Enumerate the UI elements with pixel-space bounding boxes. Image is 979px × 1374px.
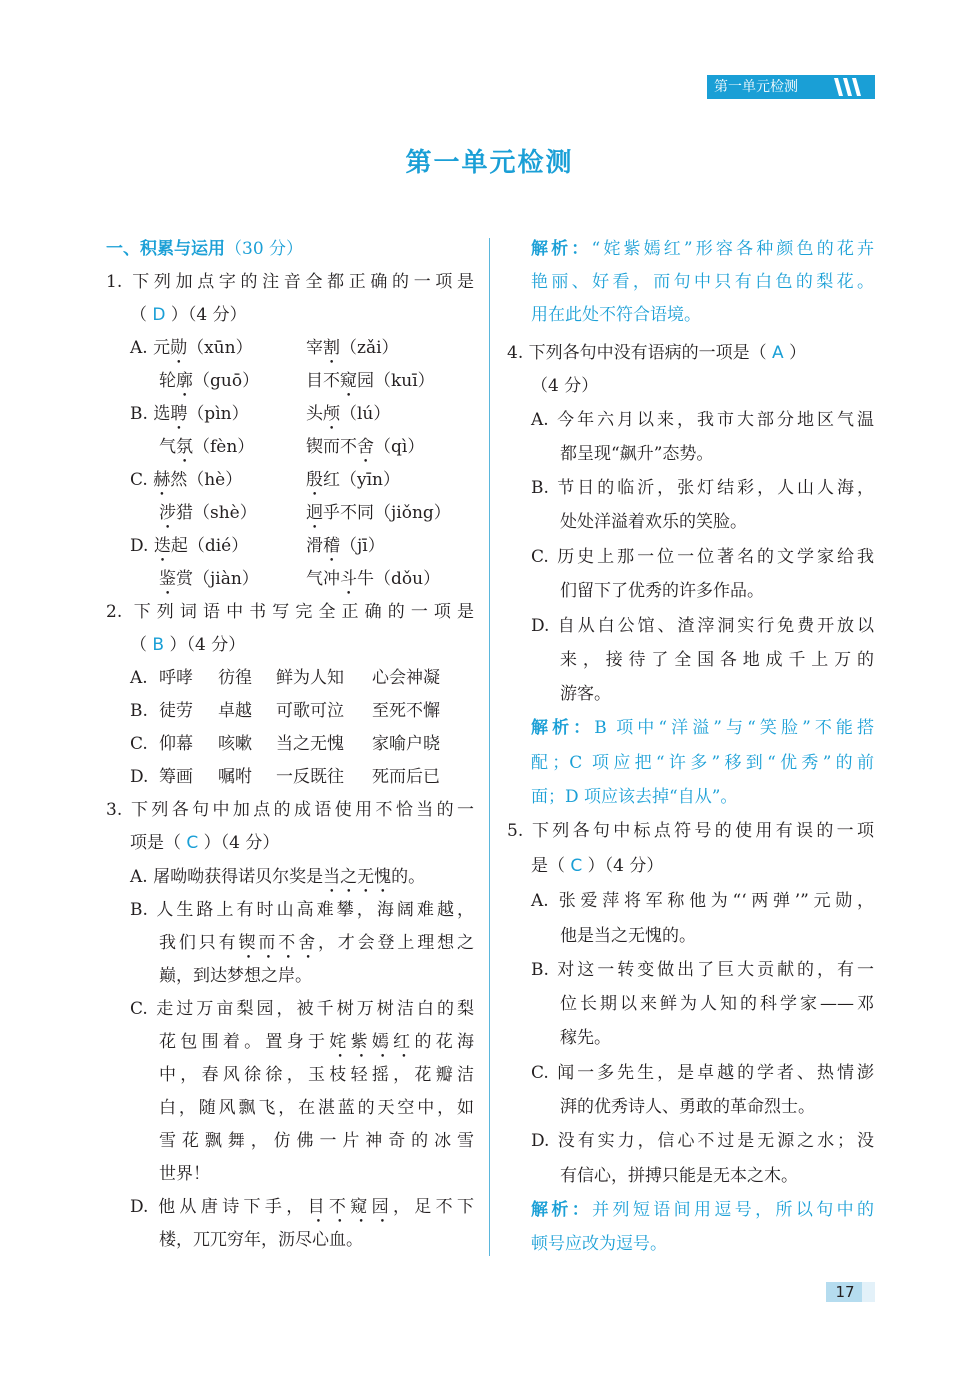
q2-answer: B [152,635,165,655]
q1-option-c4: 迥乎不同（jiǒng） [306,503,451,523]
q3-answer: C [186,833,199,853]
q5-option-d-line1: D. 没有实力，信心不过是无源之水；没 [531,1131,874,1151]
q1-option-a1: A. 元勋（xūn） [130,338,253,358]
q1-option-b1: B. 选聘（pìn） [130,404,249,424]
column-divider [489,238,490,1256]
q1-option-a4: 目不窥园（kuī） [306,371,435,391]
q5-option-c-line2: 湃的优秀诗人、勇敢的革命烈士。 [560,1097,815,1117]
q1-option-d4: 气冲斗牛（dǒu） [306,569,441,589]
q3-option-a: A. 屠呦呦获得诺贝尔奖是当之无愧的。 [130,867,426,887]
q5-option-b-line1: B. 对这一转变做出了巨大贡献的，有一 [531,960,874,980]
q1-option-b3: 气氛（fèn） [159,437,255,457]
q1-option-a3: 轮廓（guō） [159,371,260,391]
page-number: 17 [835,1283,855,1301]
analysis-1-line1: 解析：“姹紫嫣红”形容各种颜色的花卉 [531,239,874,259]
q1-option-c1: C. 赫然（hè） [130,470,243,490]
q4-answer: A [772,343,784,363]
q4-option-d-line3: 游客。 [560,684,611,704]
q3-option-b-line2: 我们只有锲而不舍，才会登上理想之 [159,933,475,953]
q1-option-b4: 锲而不舍（qì） [306,437,425,457]
analysis-2-line1: 解析：B 项中“洋溢”与“笑脸”不能搭 [531,718,874,738]
analysis-1-line3: 用在此处不符合语境。 [531,305,701,325]
q3-option-d-line1: D. 他从唐诗下手，目不窥园，足不下 [130,1197,474,1217]
q5-answer: C [570,856,583,876]
q4-stem: 4. 下列各句中没有语病的一项是（ A ） [507,343,807,363]
q4-option-b-line1: B. 节日的临沂，张灯结彩，人山人海， [531,478,874,498]
analysis-2-line2: 配；C 项应把“许多”移到“优秀”的前 [531,753,874,773]
q3-option-d-line2: 楼，兀兀穷年，沥尽心血。 [159,1230,363,1250]
q4-option-b-line2: 处处洋溢着欢乐的笑脸。 [560,512,747,532]
q1-answer-line: （ D ）（4 分） [130,305,247,325]
q1-option-d3: 鉴赏（jiàn） [159,569,259,589]
q1-option-d1: D. 迭起（dié） [130,536,249,556]
q1-option-b2: 头颅（lú） [306,404,391,424]
q3-option-c-line2: 花包围着。置身于姹紫嫣红的花海 [159,1032,475,1052]
q1-stem: 1. 下列加点字的注音全都正确的一项是 [106,272,474,292]
q5-option-d-line2: 有信心，拼搏只能是无本之木。 [560,1166,798,1186]
q3-option-c-line6: 世界！ [159,1164,210,1184]
q3-stem: 3. 下列各句中加点的成语使用不恰当的一 [106,800,474,820]
q3-option-c-line3: 中，春风徐徐，玉枝轻摇，花瓣洁 [159,1065,474,1085]
analysis-1-line2: 艳丽、好看，而句中只有白色的梨花。 [531,272,874,292]
q5-option-b-line3: 稼先。 [560,1028,611,1048]
analysis-3-line2: 顿号应改为逗号。 [531,1234,667,1254]
q4-option-d-line2: 来，接待了全国各地成千上万的 [560,650,874,670]
q5-option-b-line2: 位长期以来鲜为人知的科学家——邓 [560,994,874,1014]
q3-option-c-line1: C. 走过万亩梨园，被千树万树洁白的梨 [130,999,474,1019]
q3-option-c-line4: 白，随风飘飞，在湛蓝的天空中，如 [159,1098,474,1118]
q4-option-d-line1: D. 自从白公馆、渣滓洞实行免费开放以 [531,616,874,636]
q1-option-d2: 滑稽（jī） [306,536,385,556]
q4-option-a-line1: A. 今年六月以来，我市大部分地区气温 [531,410,874,430]
analysis-2-line3: 面；D 项应该去掉“自从”。 [531,787,738,807]
q3-option-c-line5: 雪花飘舞，仿佛一片神奇的冰雪 [159,1131,474,1151]
q5-answer-line: 是（ C ）（4 分） [531,856,664,876]
q3-option-b-line3: 巅，到达梦想之岸。 [159,966,312,986]
header-stripes-icon [834,78,874,96]
section-heading: 一、积累与运用（30 分） [106,239,304,259]
q5-stem: 5. 下列各句中标点符号的使用有误的一项 [507,821,874,841]
q4-score: （4 分） [531,376,599,396]
q2-stem: 2. 下列词语中书写完全正确的一项是 [106,602,474,622]
q1-option-c3: 涉猎（shè） [159,503,257,523]
q4-option-c-line2: 们留下了优秀的许多作品。 [560,581,764,601]
q5-option-c-line1: C. 闻一多先生，是卓越的学者、热情澎 [531,1063,874,1083]
q5-option-a-line1: A. 张爱萍将军称他为“‘两弹’”元勋， [531,891,874,911]
header-tab-label: 第一单元检测 [714,79,798,95]
q5-option-a-line2: 他是当之无愧的。 [560,926,696,946]
analysis-3-line1: 解析：并列短语间用逗号，所以句中的 [531,1200,874,1220]
q4-option-a-line2: 都呈现“飙升”态势。 [560,444,714,464]
q1-option-a2: 宰割（zǎi） [306,338,399,358]
page-title: 第一单元检测 [405,148,574,178]
q1-option-c2: 殷红（yīn） [306,470,400,490]
q1-answer: D [152,305,166,325]
q4-option-c-line1: C. 历史上那一位一位著名的文学家给我 [531,547,874,567]
q3-answer-line: 项是（ C ）（4 分） [130,833,280,853]
q3-option-b-line1: B. 人生路上有时山高难攀，海阔难越， [130,900,474,920]
q2-answer-line: （ B ）（4 分） [130,635,246,655]
